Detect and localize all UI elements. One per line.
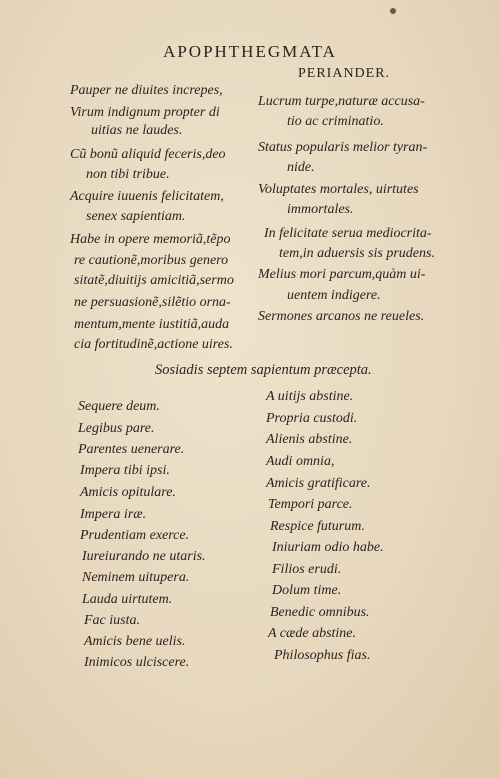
text-line: mentum,mente iustitiã,auda <box>74 317 230 332</box>
precept-item: Prudentiam exerce. <box>80 528 190 543</box>
precept-item: Sequere deum. <box>78 399 160 414</box>
precept-item: Propria custodi. <box>266 411 358 426</box>
text-line: Lucrum turpe,naturæ accusa- <box>258 94 425 109</box>
text-line: senex sapientiam. <box>86 209 186 224</box>
precept-item: Fac iusta. <box>84 613 140 628</box>
precept-item: Impera iræ. <box>80 507 147 522</box>
precept-item: Philosophus fias. <box>274 648 371 663</box>
precept-item: Amicis opitulare. <box>80 485 176 500</box>
precept-item: A uitijs abstine. <box>266 389 354 404</box>
ink-spot-icon <box>390 8 396 14</box>
text-line: ne persuasionẽ,silẽtio orna- <box>74 295 231 310</box>
precept-item: Impera tibi ipsi. <box>80 463 170 478</box>
precept-item: Inimicos ulciscere. <box>84 655 190 670</box>
text-line: re cautionẽ,moribus genero <box>74 253 229 268</box>
precept-item: Iniuriam odio habe. <box>272 540 384 555</box>
precept-item: Iureiurando ne utaris. <box>82 549 206 564</box>
text-line: Virum indignum propter di <box>70 105 220 120</box>
precept-item: Respice futurum. <box>270 519 365 534</box>
precept-item: Filios erudi. <box>272 562 342 577</box>
text-line: In felicitate serua mediocrita- <box>264 226 432 241</box>
precept-item: Lauda uirtutem. <box>82 592 173 607</box>
precept-item: A cæde abstine. <box>268 626 357 641</box>
text-line: Habe in opere memoriã,tẽpo <box>70 232 231 247</box>
precept-item: Legibus pare. <box>78 421 155 436</box>
text-line: Sermones arcanos ne reueles. <box>258 309 425 324</box>
precept-item: Tempori parce. <box>268 497 353 512</box>
text-line: uitias ne laudes. <box>91 123 183 138</box>
text-line: Status popularis melior tyran- <box>258 140 428 155</box>
text-line: Voluptates mortales, uirtutes <box>258 182 419 197</box>
running-head: PERIANDER. <box>298 66 391 81</box>
text-line: uentem indigere. <box>287 288 381 303</box>
precept-item: Parentes uenerare. <box>78 442 185 457</box>
text-line: Acquire iuuenis felicitatem, <box>70 189 224 204</box>
text-line: tio ac criminatio. <box>287 114 384 129</box>
precept-item: Audi omnia, <box>266 454 335 469</box>
precept-item: Amicis bene uelis. <box>84 634 186 649</box>
text-line: Pauper ne diuites increpes, <box>70 83 223 98</box>
precept-item: Benedic omnibus. <box>270 605 370 620</box>
text-line: sitatẽ,diuitijs amicitiã,sermo <box>74 273 234 288</box>
text-line: nide. <box>287 160 315 175</box>
text-line: cia fortitudinẽ,actione uires. <box>74 337 233 352</box>
precept-item: Dolum time. <box>272 583 342 598</box>
text-line: immortales. <box>287 202 354 217</box>
text-line: tem,in aduersis sis prudens. <box>279 246 435 261</box>
text-line: Melius mori parcum,quàm ui- <box>258 267 426 282</box>
precept-item: Neminem uitupera. <box>82 570 190 585</box>
precept-item: Alienis abstine. <box>266 432 353 447</box>
precept-item: Amicis gratificare. <box>266 476 371 491</box>
text-line: non tibi tribue. <box>86 167 170 182</box>
page-title: APOPHTHEGMATA <box>163 42 337 61</box>
text-line: Cũ bonũ aliquid feceris,deo <box>70 147 226 162</box>
section-heading: Sosiadis septem sapientum præcepta. <box>155 362 372 378</box>
